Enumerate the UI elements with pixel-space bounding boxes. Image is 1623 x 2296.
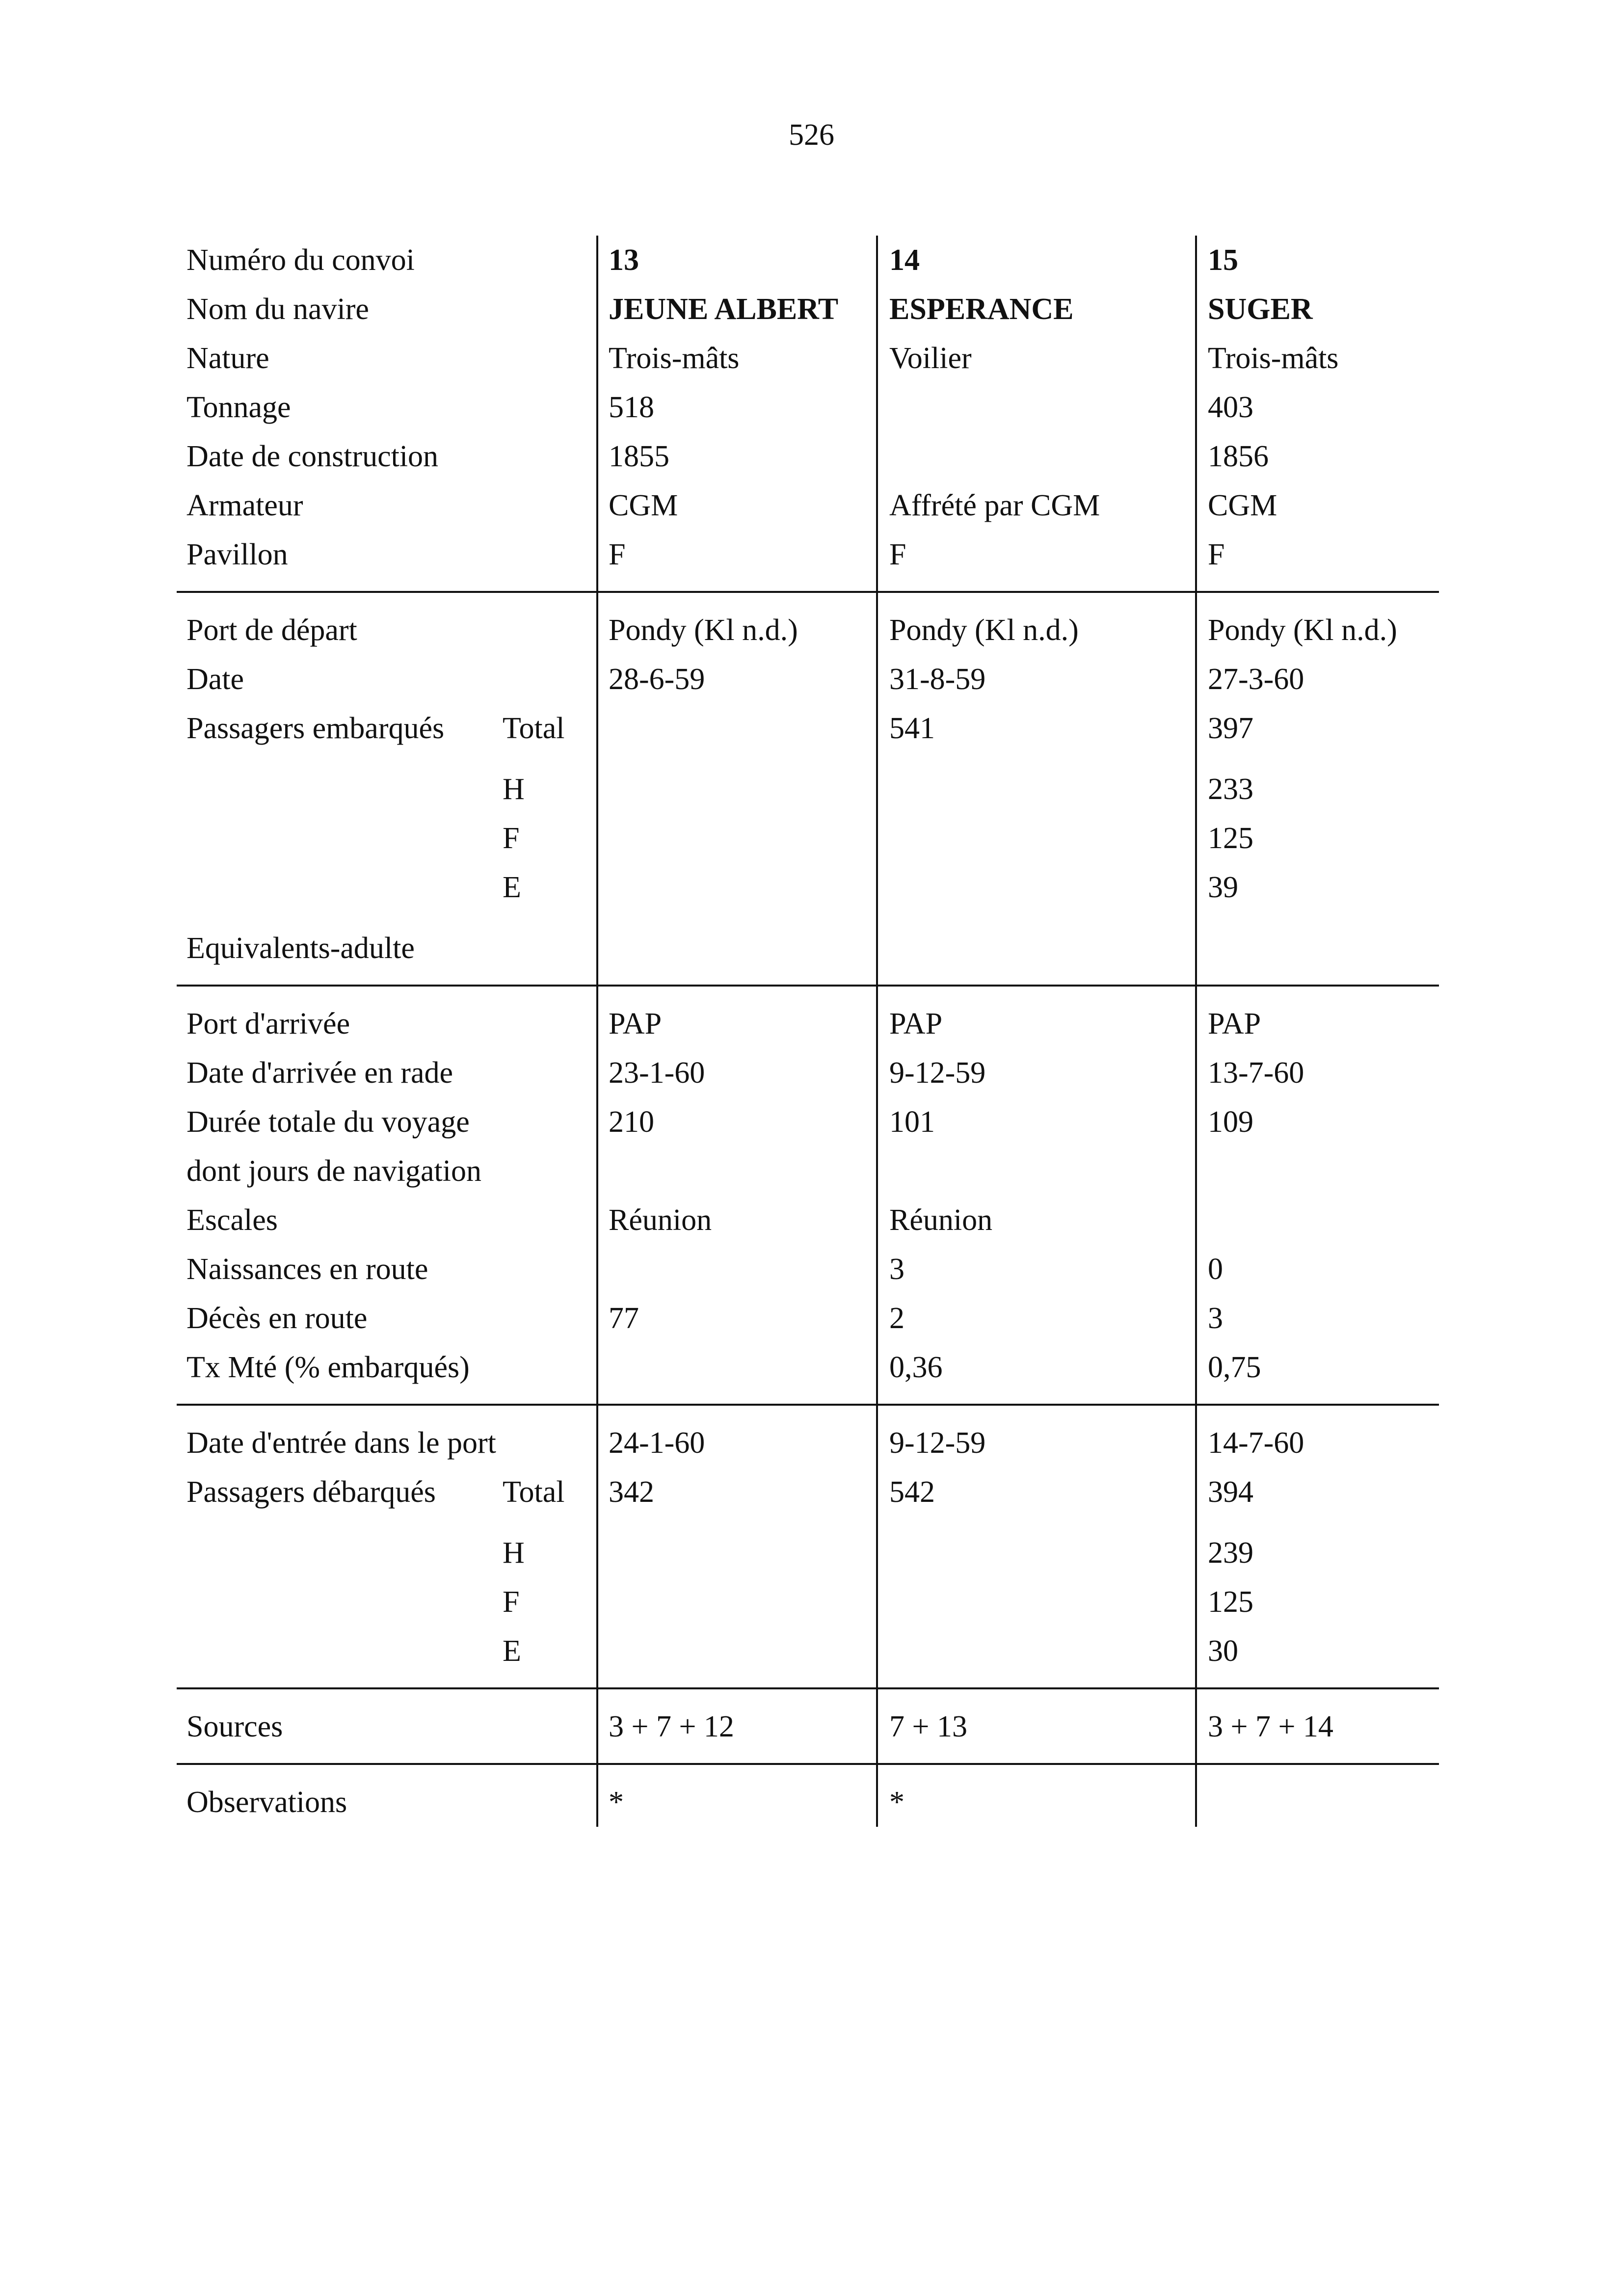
table-section bbox=[177, 985, 1439, 1404]
table-row bbox=[177, 1418, 1439, 1468]
table-row bbox=[177, 1097, 1439, 1147]
row-label: Numéro du convoi bbox=[186, 243, 415, 277]
convoy-14-value: 9-12-59 bbox=[889, 1056, 986, 1090]
convoy-14-value: * bbox=[889, 1786, 905, 1819]
table-row bbox=[177, 1196, 1439, 1245]
convoy-15-value: 397 bbox=[1208, 712, 1253, 745]
convoy-13-value: * bbox=[609, 1786, 624, 1819]
convoy-13-value: Réunion bbox=[609, 1203, 712, 1237]
convoy-13-value: Pondy (Kl n.d.) bbox=[609, 614, 798, 647]
row-label: Nature bbox=[186, 342, 269, 375]
table-row bbox=[177, 999, 1439, 1048]
convoy-14-value: Pondy (Kl n.d.) bbox=[889, 614, 1079, 647]
table-row bbox=[177, 1048, 1439, 1097]
table-section bbox=[177, 1687, 1439, 1763]
convoy-15-value: Pondy (Kl n.d.) bbox=[1208, 614, 1397, 647]
table-row bbox=[177, 863, 1439, 912]
convoy-15-value: 403 bbox=[1208, 391, 1253, 424]
convoy-13-value: 13 bbox=[609, 243, 639, 277]
convoy-14-value: PAP bbox=[889, 1007, 943, 1041]
row-sublabel: F bbox=[503, 1585, 520, 1619]
table-row bbox=[177, 1702, 1439, 1751]
table-row bbox=[177, 1468, 1439, 1517]
convoy-15-value: 394 bbox=[1208, 1475, 1253, 1509]
convoy-14-value: Affrété par CGM bbox=[889, 489, 1100, 522]
row-label: Naissances en route bbox=[186, 1253, 428, 1286]
table-row bbox=[177, 655, 1439, 704]
row-label: Tx Mté (% embarqués) bbox=[186, 1351, 470, 1384]
row-sublabel: Total bbox=[503, 712, 565, 745]
convoy-15-value: F bbox=[1208, 538, 1225, 571]
row-sublabel: Total bbox=[503, 1475, 565, 1509]
convoy-15-value: 15 bbox=[1208, 243, 1238, 277]
convoy-15-value: 109 bbox=[1208, 1105, 1253, 1139]
convoy-13-value: 210 bbox=[609, 1105, 654, 1139]
row-sublabel: H bbox=[503, 773, 525, 806]
convoy-15-value: 13-7-60 bbox=[1208, 1056, 1304, 1090]
row-label: Nom du navire bbox=[186, 293, 369, 326]
table-row bbox=[177, 1294, 1439, 1343]
table-row bbox=[177, 334, 1439, 383]
table-body bbox=[177, 236, 1439, 1827]
table-row bbox=[177, 1778, 1439, 1827]
table-row bbox=[177, 814, 1439, 863]
row-label: Date d'entrée dans le port bbox=[186, 1426, 496, 1460]
table-row bbox=[177, 481, 1439, 530]
row-label: Date bbox=[186, 663, 244, 696]
convoy-15-value: CGM bbox=[1208, 489, 1277, 522]
convoy-14-value: 7 + 13 bbox=[889, 1710, 967, 1743]
table-section bbox=[177, 1404, 1439, 1687]
table-row bbox=[177, 704, 1439, 753]
table-row bbox=[177, 530, 1439, 579]
row-label: Equivalents-adulte bbox=[186, 932, 415, 965]
convoy-14-value: 14 bbox=[889, 243, 920, 277]
convoy-14-value: 542 bbox=[889, 1475, 935, 1509]
table-section bbox=[177, 236, 1439, 591]
table-row bbox=[177, 236, 1439, 285]
row-label: Port d'arrivée bbox=[186, 1007, 350, 1041]
row-label: Escales bbox=[186, 1203, 278, 1237]
row-label: Date de construction bbox=[186, 440, 439, 473]
convoy-14-value: 31-8-59 bbox=[889, 663, 986, 696]
convoy-15-value: 239 bbox=[1208, 1536, 1253, 1570]
table-section bbox=[177, 1763, 1439, 1827]
row-sublabel: E bbox=[503, 871, 521, 904]
table-row bbox=[177, 1343, 1439, 1392]
convoy-14-value: 9-12-59 bbox=[889, 1426, 986, 1460]
convoy-14-value: 2 bbox=[889, 1302, 905, 1335]
convoy-15-value: 3 bbox=[1208, 1302, 1223, 1335]
row-label: Observations bbox=[186, 1786, 347, 1819]
table-row bbox=[177, 432, 1439, 481]
row-sublabel: H bbox=[503, 1536, 525, 1570]
table-row bbox=[177, 1245, 1439, 1294]
table-row bbox=[177, 606, 1439, 655]
convoy-14-value: 0,36 bbox=[889, 1351, 943, 1384]
table-row bbox=[177, 285, 1439, 334]
convoy-15-value: 0,75 bbox=[1208, 1351, 1261, 1384]
convoy-13-value: 24-1-60 bbox=[609, 1426, 705, 1460]
row-sublabel: F bbox=[503, 822, 520, 855]
table-row bbox=[177, 383, 1439, 432]
row-label: Tonnage bbox=[186, 391, 291, 424]
row-label: Passagers débarqués bbox=[186, 1475, 436, 1509]
convoy-15-value: PAP bbox=[1208, 1007, 1261, 1041]
row-label: Durée totale du voyage bbox=[186, 1105, 470, 1139]
convoy-14-value: Réunion bbox=[889, 1203, 993, 1237]
row-label: Port de départ bbox=[186, 614, 357, 647]
convoy-15-value: Trois-mâts bbox=[1208, 342, 1339, 375]
table-row bbox=[177, 1577, 1439, 1627]
row-label: Passagers embarqués bbox=[186, 712, 445, 745]
convoy-13-value: CGM bbox=[609, 489, 678, 522]
convoy-13-value: 77 bbox=[609, 1302, 639, 1335]
row-label: Armateur bbox=[186, 489, 303, 522]
row-label: Décès en route bbox=[186, 1302, 368, 1335]
convoy-15-value: 27-3-60 bbox=[1208, 663, 1304, 696]
convoy-14-value: ESPERANCE bbox=[889, 293, 1074, 326]
convoy-15-value: SUGER bbox=[1208, 293, 1313, 326]
convoy-13-value: Trois-mâts bbox=[609, 342, 740, 375]
convoy-15-value: 1856 bbox=[1208, 440, 1269, 473]
convoy-14-value: F bbox=[889, 538, 906, 571]
page-number: 526 bbox=[789, 118, 834, 152]
convoy-15-value: 14-7-60 bbox=[1208, 1426, 1304, 1460]
row-sublabel: E bbox=[503, 1634, 521, 1668]
convoy-14-value: 101 bbox=[889, 1105, 935, 1139]
table-row bbox=[177, 1627, 1439, 1676]
convoy-14-value: 541 bbox=[889, 712, 935, 745]
table-row bbox=[177, 1147, 1439, 1196]
convoy-14-value: 3 bbox=[889, 1253, 905, 1286]
convoy-table bbox=[177, 236, 1439, 1827]
table-row bbox=[177, 765, 1439, 814]
row-label: Sources bbox=[186, 1710, 283, 1743]
table-row bbox=[177, 924, 1439, 973]
convoy-13-value: 23-1-60 bbox=[609, 1056, 705, 1090]
table-section bbox=[177, 591, 1439, 985]
convoy-13-value: 518 bbox=[609, 391, 654, 424]
convoy-15-value: 3 + 7 + 14 bbox=[1208, 1710, 1333, 1743]
convoy-15-value: 39 bbox=[1208, 871, 1238, 904]
convoy-13-value: 3 + 7 + 12 bbox=[609, 1710, 734, 1743]
convoy-13-value: 1855 bbox=[609, 440, 669, 473]
convoy-13-value: PAP bbox=[609, 1007, 662, 1041]
convoy-13-value: F bbox=[609, 538, 626, 571]
convoy-13-value: 28-6-59 bbox=[609, 663, 705, 696]
convoy-15-value: 125 bbox=[1208, 1585, 1253, 1619]
convoy-14-value: Voilier bbox=[889, 342, 972, 375]
row-label: Pavillon bbox=[186, 538, 288, 571]
convoy-13-value: 342 bbox=[609, 1475, 654, 1509]
convoy-13-value: JEUNE ALBERT bbox=[609, 293, 839, 326]
row-label: dont jours de navigation bbox=[186, 1154, 481, 1188]
convoy-15-value: 30 bbox=[1208, 1634, 1238, 1668]
row-label: Date d'arrivée en rade bbox=[186, 1056, 453, 1090]
convoy-15-value: 125 bbox=[1208, 822, 1253, 855]
convoy-15-value: 233 bbox=[1208, 773, 1253, 806]
convoy-15-value: 0 bbox=[1208, 1253, 1223, 1286]
table-row bbox=[177, 1528, 1439, 1577]
